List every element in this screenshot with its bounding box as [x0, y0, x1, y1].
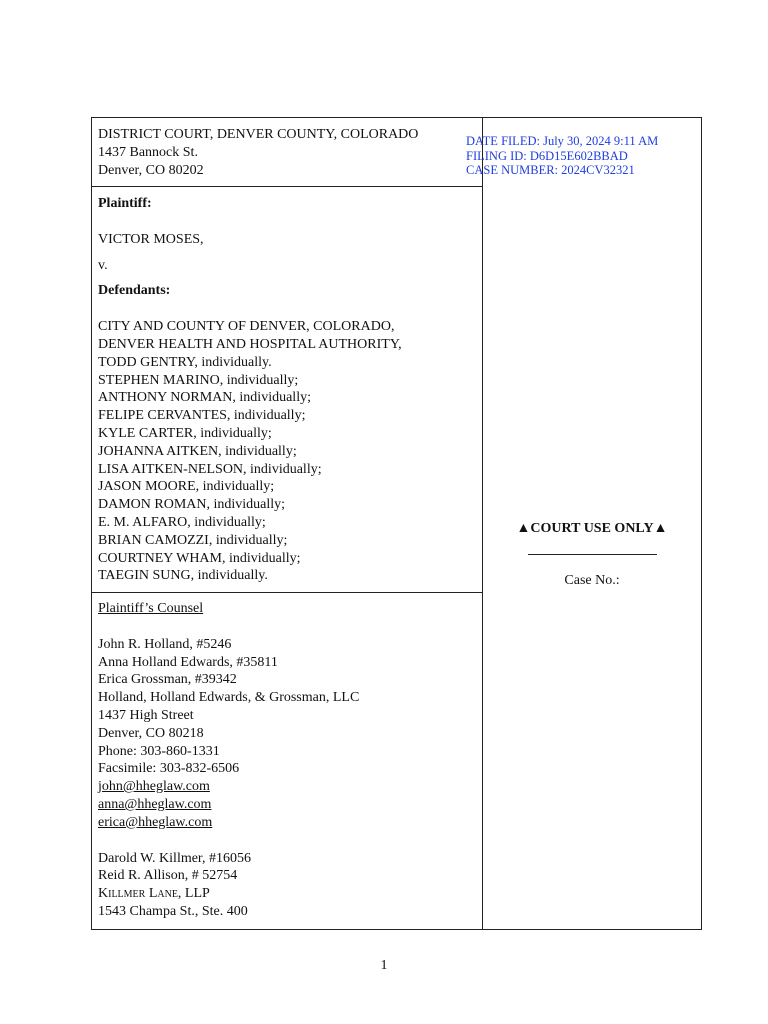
- court-name: DISTRICT COURT, DENVER COUNTY, COLORADO: [98, 127, 419, 142]
- defendant-item: LISA AITKEN-NELSON, individually;: [98, 461, 322, 477]
- plaintiff-heading: Plaintiff:: [98, 196, 152, 211]
- date-filed: DATE FILED: July 30, 2024 9:11 AM: [466, 134, 659, 148]
- attorney-name: Reid R. Allison, # 52754: [98, 868, 238, 884]
- counsel-cell: [92, 593, 482, 929]
- firm-name: Killmer Lane, LLP: [98, 886, 210, 902]
- defendant-item: COURTNEY WHAM, individually;: [98, 550, 301, 566]
- plaintiff-name: VICTOR MOSES,: [98, 231, 204, 247]
- caption-table: [91, 117, 702, 930]
- attorney-name: Anna Holland Edwards, #35811: [98, 654, 278, 670]
- firm-name: Holland, Holland Edwards, & Grossman, LLC: [98, 690, 360, 706]
- court-use-divider: [528, 554, 657, 555]
- court-address-line2: Denver, CO 80202: [98, 162, 204, 178]
- caption-right-column: [466, 118, 701, 929]
- attorney-name: Erica Grossman, #39342: [98, 672, 237, 688]
- filing-id: FILING ID: D6D15E602BBAD: [466, 148, 628, 163]
- defendant-item: DAMON ROMAN, individually;: [98, 497, 286, 513]
- defendant-item: E. M. ALFARO, individually;: [98, 514, 266, 530]
- firm-street: 1437 High Street: [98, 707, 194, 723]
- email-link[interactable]: john@hheglaw.com: [98, 779, 210, 795]
- case-number: CASE NUMBER: 2024CV32321: [466, 163, 635, 177]
- defendant-item: TODD GENTRY, individually.: [98, 354, 272, 370]
- email-link[interactable]: erica@hheglaw.com: [98, 814, 213, 830]
- court-info-cell: [92, 118, 482, 187]
- caption-left-column: [92, 118, 483, 929]
- defendant-item: TAEGIN SUNG, individually.: [98, 568, 268, 584]
- filing-stamp: [466, 134, 658, 178]
- versus: v.: [98, 257, 108, 273]
- email-link[interactable]: anna@hheglaw.com: [98, 796, 212, 812]
- defendant-item: BRIAN CAMOZZI, individually;: [98, 532, 288, 548]
- attorney-name: Darold W. Killmer, #16056: [98, 850, 252, 866]
- defendant-item: CITY AND COUNTY OF DENVER, COLORADO,: [98, 319, 395, 335]
- page-number: 1: [380, 958, 388, 973]
- defendant-item: JASON MOORE, individually;: [98, 479, 275, 495]
- firm-city: Denver, CO 80218: [98, 725, 204, 741]
- defendant-item: JOHANNA AITKEN, individually;: [98, 443, 297, 459]
- firm-phone: Phone: 303-860-1331: [98, 743, 220, 759]
- court-use-only-label: ▲COURT USE ONLY▲: [516, 521, 668, 536]
- counsel-heading: Plaintiff’s Counsel: [98, 601, 204, 616]
- defendant-item: FELIPE CERVANTES, individually;: [98, 408, 306, 424]
- defendant-item: ANTHONY NORMAN, individually;: [98, 390, 311, 406]
- attorney-name: John R. Holland, #5246: [98, 636, 232, 652]
- defendant-item: STEPHEN MARINO, individually;: [98, 372, 299, 388]
- firm-street: 1543 Champa St., Ste. 400: [98, 903, 248, 919]
- defendants-heading: Defendants:: [98, 283, 171, 299]
- firm-fax: Facsimile: 303-832-6506: [98, 761, 240, 777]
- defendant-item: KYLE CARTER, individually;: [98, 425, 272, 441]
- case-no-label: Case No.:: [564, 573, 620, 588]
- defendant-item: DENVER HEALTH AND HOSPITAL AUTHORITY,: [98, 336, 402, 352]
- parties-cell: [92, 187, 482, 593]
- court-address-line1: 1437 Bannock St.: [98, 144, 198, 160]
